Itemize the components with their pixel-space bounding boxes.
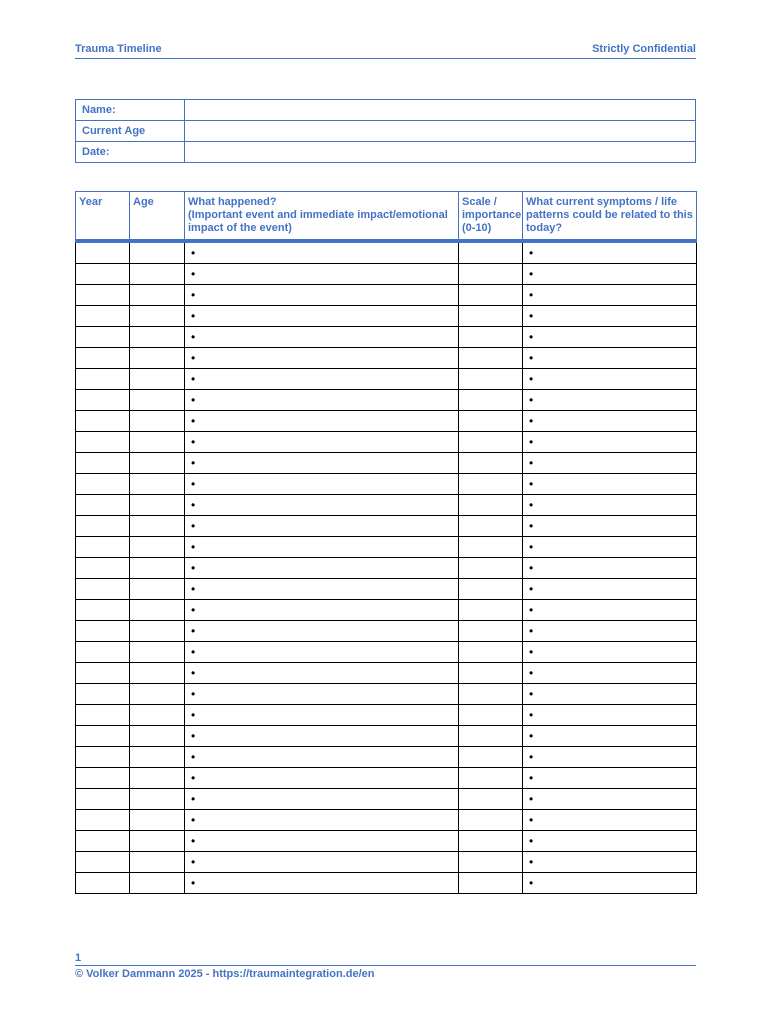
year-cell[interactable] — [76, 810, 130, 831]
table-row — [76, 684, 697, 705]
scale-cell[interactable] — [459, 411, 523, 432]
bullet-point: • — [529, 498, 534, 512]
bullet-point: • — [529, 876, 534, 890]
bullet-point: • — [191, 855, 196, 869]
bullet-point: • — [191, 645, 196, 659]
scale-cell[interactable] — [459, 369, 523, 390]
bullet-point: • — [191, 813, 196, 827]
symptoms-cell[interactable] — [523, 474, 697, 495]
what-happened-cell[interactable] — [185, 495, 459, 516]
bullet-point: • — [529, 750, 534, 764]
what-happened-cell[interactable] — [185, 789, 459, 810]
bullet-point: • — [191, 582, 196, 596]
bullet-point: • — [529, 393, 534, 407]
table-row — [76, 663, 697, 684]
table-row — [76, 852, 697, 873]
timeline-table — [75, 191, 697, 894]
symptoms-cell[interactable] — [523, 369, 697, 390]
what-happened-cell[interactable] — [185, 474, 459, 495]
col-scale: Scale / importance (0-10) — [459, 192, 523, 242]
what-happened-cell[interactable] — [185, 369, 459, 390]
scale-cell[interactable] — [459, 241, 523, 264]
bullet-point: • — [529, 792, 534, 806]
bullet-point: • — [529, 246, 534, 260]
scale-cell[interactable] — [459, 642, 523, 663]
year-cell[interactable] — [76, 285, 130, 306]
bullet-point: • — [529, 582, 534, 596]
what-happened-cell[interactable] — [185, 663, 459, 684]
year-cell[interactable] — [76, 873, 130, 894]
table-row — [76, 810, 697, 831]
copyright-text: © Volker Dammann 2025 - https://traumaintegration.de/en — [75, 968, 375, 980]
bullet-point: • — [529, 351, 534, 365]
scale-cell[interactable] — [459, 600, 523, 621]
scale-cell[interactable] — [459, 789, 523, 810]
symptoms-cell[interactable] — [523, 537, 697, 558]
bullet-point: • — [529, 603, 534, 617]
scale-cell[interactable] — [459, 621, 523, 642]
year-cell[interactable] — [76, 453, 130, 474]
bullet-point: • — [191, 456, 196, 470]
symptoms-cell[interactable] — [523, 264, 697, 285]
what-happened-cell[interactable] — [185, 642, 459, 663]
age-cell[interactable] — [130, 705, 185, 726]
age-cell[interactable] — [130, 873, 185, 894]
symptoms-cell[interactable] — [523, 327, 697, 348]
scale-cell[interactable] — [459, 873, 523, 894]
what-happened-cell[interactable] — [185, 264, 459, 285]
what-happened-cell[interactable] — [185, 432, 459, 453]
table-row — [76, 642, 697, 663]
year-cell[interactable] — [76, 537, 130, 558]
age-cell[interactable] — [130, 642, 185, 663]
bullet-point: • — [191, 519, 196, 533]
year-cell[interactable] — [76, 852, 130, 873]
bullet-point: • — [191, 792, 196, 806]
bullet-point: • — [529, 519, 534, 533]
bullet-point: • — [191, 330, 196, 344]
what-happened-cell[interactable] — [185, 873, 459, 894]
table-row — [76, 579, 697, 600]
table-row — [76, 726, 697, 747]
age-cell[interactable] — [130, 432, 185, 453]
age-cell[interactable] — [130, 369, 185, 390]
scale-cell[interactable] — [459, 306, 523, 327]
year-cell[interactable] — [76, 474, 130, 495]
bullet-point: • — [191, 435, 196, 449]
bullet-point: • — [529, 267, 534, 281]
bullet-point: • — [191, 351, 196, 365]
what-happened-cell[interactable] — [185, 621, 459, 642]
header-confidential: Strictly Confidential — [592, 43, 696, 55]
scale-cell[interactable] — [459, 432, 523, 453]
bullet-point: • — [191, 561, 196, 575]
age-cell[interactable] — [130, 684, 185, 705]
scale-cell[interactable] — [459, 831, 523, 852]
bullet-point: • — [529, 708, 534, 722]
bullet-point: • — [529, 813, 534, 827]
what-happened-cell[interactable] — [185, 390, 459, 411]
symptoms-cell[interactable] — [523, 495, 697, 516]
age-cell[interactable] — [130, 390, 185, 411]
scale-cell[interactable] — [459, 537, 523, 558]
age-cell[interactable] — [130, 747, 185, 768]
symptoms-cell[interactable] — [523, 558, 697, 579]
bullet-point: • — [191, 771, 196, 785]
what-happened-cell[interactable] — [185, 453, 459, 474]
scale-cell[interactable] — [459, 684, 523, 705]
year-cell[interactable] — [76, 705, 130, 726]
table-row — [76, 873, 697, 894]
scale-cell[interactable] — [459, 705, 523, 726]
page-number: 1 — [75, 952, 696, 966]
year-cell[interactable] — [76, 663, 130, 684]
what-happened-cell[interactable] — [185, 852, 459, 873]
year-cell[interactable] — [76, 432, 130, 453]
symptoms-cell[interactable] — [523, 663, 697, 684]
bullet-point: • — [191, 414, 196, 428]
scale-cell[interactable] — [459, 474, 523, 495]
table-row — [76, 285, 697, 306]
bullet-point: • — [529, 330, 534, 344]
table-row — [76, 705, 697, 726]
age-cell[interactable] — [130, 852, 185, 873]
age-cell[interactable] — [130, 579, 185, 600]
bullet-point: • — [191, 687, 196, 701]
header-title: Trauma Timeline — [75, 43, 162, 55]
bullet-point: • — [191, 267, 196, 281]
year-cell[interactable] — [76, 579, 130, 600]
table-row — [76, 537, 697, 558]
date-field[interactable] — [185, 142, 696, 163]
bullet-point: • — [529, 372, 534, 386]
table-row — [76, 474, 697, 495]
year-cell[interactable] — [76, 600, 130, 621]
year-cell[interactable] — [76, 348, 130, 369]
bullet-point: • — [191, 309, 196, 323]
what-happened-cell[interactable] — [185, 411, 459, 432]
bullet-point: • — [191, 288, 196, 302]
bullet-point: • — [191, 876, 196, 890]
symptoms-cell[interactable] — [523, 390, 697, 411]
col-year: Year — [76, 192, 130, 242]
what-happened-cell[interactable] — [185, 327, 459, 348]
year-cell[interactable] — [76, 327, 130, 348]
bullet-point: • — [191, 834, 196, 848]
bullet-point: • — [529, 855, 534, 869]
age-cell[interactable] — [130, 241, 185, 264]
info-row — [76, 121, 696, 142]
age-cell[interactable] — [130, 768, 185, 789]
symptoms-cell[interactable] — [523, 600, 697, 621]
symptoms-cell[interactable] — [523, 621, 697, 642]
bullet-point: • — [191, 540, 196, 554]
table-row — [76, 558, 697, 579]
bullet-point: • — [191, 603, 196, 617]
scale-cell[interactable] — [459, 768, 523, 789]
bullet-point: • — [529, 456, 534, 470]
what-happened-cell[interactable] — [185, 768, 459, 789]
name-field[interactable] — [185, 100, 696, 121]
table-row — [76, 369, 697, 390]
year-cell[interactable] — [76, 768, 130, 789]
col-age: Age — [130, 192, 185, 242]
table-row — [76, 768, 697, 789]
bullet-point: • — [529, 435, 534, 449]
date-label: Date: — [76, 142, 185, 163]
what-happened-cell[interactable] — [185, 537, 459, 558]
table-row — [76, 621, 697, 642]
scale-cell[interactable] — [459, 852, 523, 873]
symptoms-cell[interactable] — [523, 684, 697, 705]
bullet-point: • — [529, 624, 534, 638]
age-cell[interactable] — [130, 411, 185, 432]
bullet-point: • — [529, 666, 534, 680]
year-cell[interactable] — [76, 369, 130, 390]
what-happened-cell[interactable] — [185, 348, 459, 369]
bullet-point: • — [191, 624, 196, 638]
symptoms-cell[interactable] — [523, 348, 697, 369]
bullet-point: • — [529, 540, 534, 554]
age-cell[interactable] — [130, 453, 185, 474]
bullet-point: • — [529, 645, 534, 659]
year-cell[interactable] — [76, 726, 130, 747]
year-cell[interactable] — [76, 621, 130, 642]
what-happened-cell[interactable] — [185, 600, 459, 621]
bullet-point: • — [191, 498, 196, 512]
scale-cell[interactable] — [459, 558, 523, 579]
table-row — [76, 600, 697, 621]
table-row — [76, 411, 697, 432]
what-happened-cell[interactable] — [185, 726, 459, 747]
age-cell[interactable] — [130, 348, 185, 369]
table-row — [76, 241, 697, 264]
info-row — [76, 142, 696, 163]
year-cell[interactable] — [76, 306, 130, 327]
table-row — [76, 348, 697, 369]
table-row — [76, 747, 697, 768]
table-row — [76, 390, 697, 411]
what-happened-cell[interactable] — [185, 241, 459, 264]
age-cell[interactable] — [130, 831, 185, 852]
symptoms-cell[interactable] — [523, 642, 697, 663]
year-cell[interactable] — [76, 241, 130, 264]
page-footer — [75, 952, 696, 980]
age-cell[interactable] — [130, 537, 185, 558]
symptoms-cell[interactable] — [523, 852, 697, 873]
timeline-header-row — [76, 192, 697, 242]
symptoms-cell[interactable] — [523, 705, 697, 726]
info-table — [75, 99, 696, 163]
year-cell[interactable] — [76, 516, 130, 537]
age-cell[interactable] — [130, 285, 185, 306]
bullet-point: • — [529, 414, 534, 428]
symptoms-cell[interactable] — [523, 516, 697, 537]
year-cell[interactable] — [76, 495, 130, 516]
table-row — [76, 453, 697, 474]
name-label: Name: — [76, 100, 185, 121]
year-cell[interactable] — [76, 831, 130, 852]
year-cell[interactable] — [76, 411, 130, 432]
scale-cell[interactable] — [459, 285, 523, 306]
bullet-point: • — [529, 561, 534, 575]
scale-cell[interactable] — [459, 579, 523, 600]
what-happened-cell[interactable] — [185, 684, 459, 705]
current-age-field[interactable] — [185, 121, 696, 142]
bullet-point: • — [529, 771, 534, 785]
what-happened-cell[interactable] — [185, 516, 459, 537]
scale-cell[interactable] — [459, 348, 523, 369]
age-cell[interactable] — [130, 789, 185, 810]
what-happened-cell[interactable] — [185, 285, 459, 306]
symptoms-cell[interactable] — [523, 831, 697, 852]
table-row — [76, 495, 697, 516]
bullet-point: • — [191, 750, 196, 764]
scale-cell[interactable] — [459, 453, 523, 474]
current-age-label: Current Age — [76, 121, 185, 142]
symptoms-cell[interactable] — [523, 726, 697, 747]
year-cell[interactable] — [76, 390, 130, 411]
symptoms-cell[interactable] — [523, 432, 697, 453]
year-cell[interactable] — [76, 684, 130, 705]
col-what-happened: What happened? (Important event and immediate impact/emotional impact of the event) — [185, 192, 459, 242]
scale-cell[interactable] — [459, 327, 523, 348]
symptoms-cell[interactable] — [523, 453, 697, 474]
page-header — [75, 42, 696, 59]
age-cell[interactable] — [130, 474, 185, 495]
symptoms-cell[interactable] — [523, 747, 697, 768]
age-cell[interactable] — [130, 726, 185, 747]
year-cell[interactable] — [76, 558, 130, 579]
bullet-point: • — [191, 372, 196, 386]
age-cell[interactable] — [130, 327, 185, 348]
what-happened-cell[interactable] — [185, 558, 459, 579]
age-cell[interactable] — [130, 621, 185, 642]
what-happened-cell[interactable] — [185, 705, 459, 726]
scale-cell[interactable] — [459, 810, 523, 831]
symptoms-cell[interactable] — [523, 810, 697, 831]
bullet-point: • — [191, 708, 196, 722]
symptoms-cell[interactable] — [523, 241, 697, 264]
timeline-body — [76, 241, 697, 894]
symptoms-cell[interactable] — [523, 306, 697, 327]
scale-cell[interactable] — [459, 663, 523, 684]
table-row — [76, 432, 697, 453]
bullet-point: • — [529, 834, 534, 848]
year-cell[interactable] — [76, 264, 130, 285]
scale-cell[interactable] — [459, 390, 523, 411]
scale-cell[interactable] — [459, 726, 523, 747]
what-happened-cell[interactable] — [185, 579, 459, 600]
table-row — [76, 327, 697, 348]
symptoms-cell[interactable] — [523, 411, 697, 432]
age-cell[interactable] — [130, 558, 185, 579]
what-happened-cell[interactable] — [185, 306, 459, 327]
what-happened-cell[interactable] — [185, 810, 459, 831]
table-row — [76, 306, 697, 327]
table-row — [76, 831, 697, 852]
symptoms-cell[interactable] — [523, 285, 697, 306]
col-symptoms: What current symptoms / life patterns could be related to this today? — [523, 192, 697, 242]
symptoms-cell[interactable] — [523, 789, 697, 810]
year-cell[interactable] — [76, 642, 130, 663]
bullet-point: • — [529, 729, 534, 743]
scale-cell[interactable] — [459, 264, 523, 285]
year-cell[interactable] — [76, 789, 130, 810]
age-cell[interactable] — [130, 516, 185, 537]
bullet-point: • — [529, 477, 534, 491]
table-row — [76, 264, 697, 285]
table-row — [76, 789, 697, 810]
symptoms-cell[interactable] — [523, 873, 697, 894]
age-cell[interactable] — [130, 495, 185, 516]
bullet-point: • — [529, 288, 534, 302]
age-cell[interactable] — [130, 663, 185, 684]
what-happened-cell[interactable] — [185, 831, 459, 852]
bullet-point: • — [529, 687, 534, 701]
bullet-point: • — [191, 393, 196, 407]
table-row — [76, 516, 697, 537]
age-cell[interactable] — [130, 810, 185, 831]
bullet-point: • — [191, 477, 196, 491]
age-cell[interactable] — [130, 600, 185, 621]
info-row — [76, 100, 696, 121]
age-cell[interactable] — [130, 264, 185, 285]
bullet-point: • — [191, 729, 196, 743]
symptoms-cell[interactable] — [523, 579, 697, 600]
bullet-point: • — [529, 309, 534, 323]
what-happened-cell[interactable] — [185, 747, 459, 768]
bullet-point: • — [191, 246, 196, 260]
scale-cell[interactable] — [459, 495, 523, 516]
bullet-point: • — [191, 666, 196, 680]
scale-cell[interactable] — [459, 516, 523, 537]
age-cell[interactable] — [130, 306, 185, 327]
year-cell[interactable] — [76, 747, 130, 768]
scale-cell[interactable] — [459, 747, 523, 768]
symptoms-cell[interactable] — [523, 768, 697, 789]
